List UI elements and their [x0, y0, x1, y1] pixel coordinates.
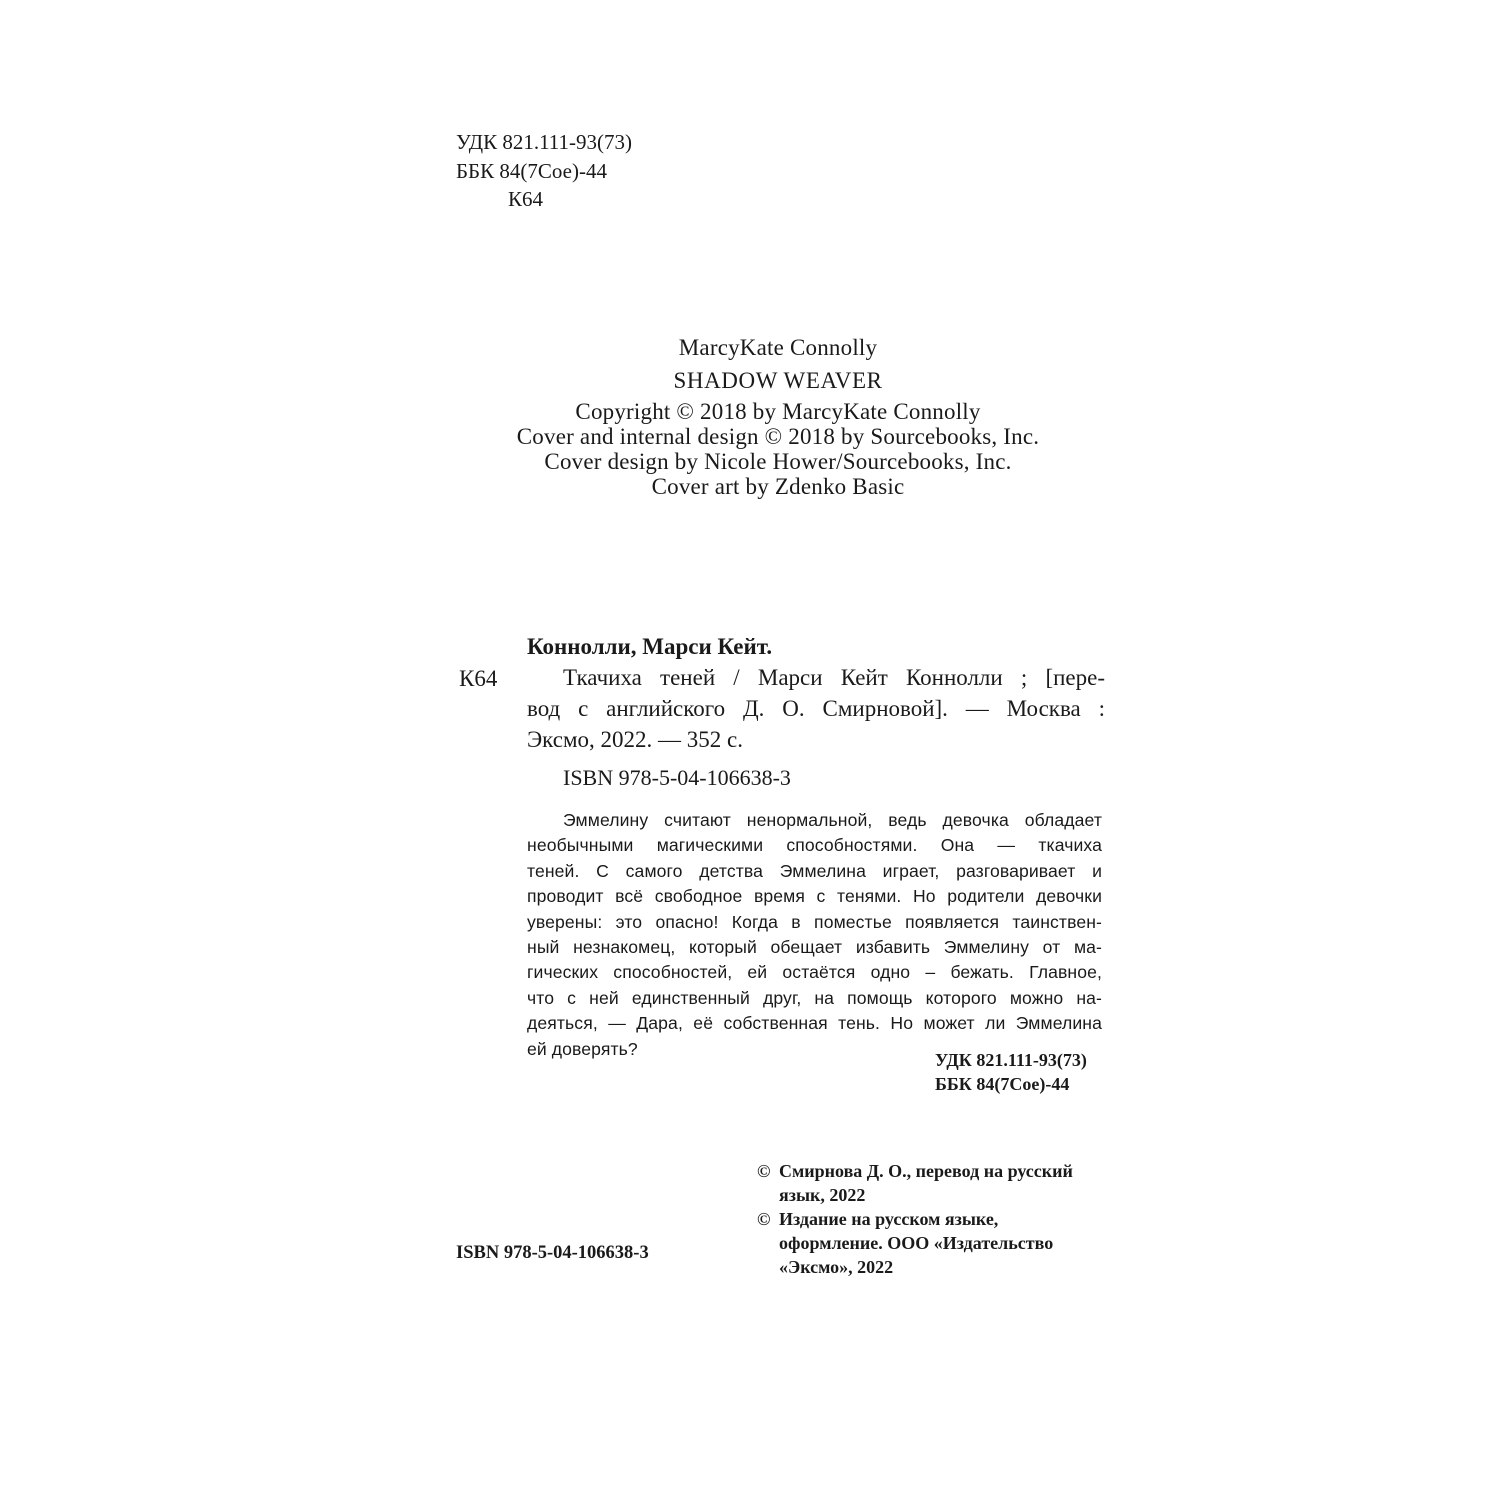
annotation-line: ей доверять?	[527, 1038, 638, 1059]
copyright-line: оформление. ООО «Издательство	[779, 1233, 1054, 1253]
annotation-line: Эммелину считают ненормальной, ведь девочка обладает	[563, 810, 1102, 830]
copyright-line: Смирнова Д. О., перевод на русский	[779, 1161, 1073, 1181]
credit-line: Cover art by Zdenko Basic	[651, 474, 905, 499]
annotation-line: уверены: это опасно! Когда в поместье появляется таинствен-	[527, 911, 1102, 932]
catalog-author-mark: К64	[459, 666, 498, 691]
original-title: SHADOW WEAVER	[673, 368, 883, 393]
annotation-line: ный незнакомец, который обещает избавить Эммелину от ма-	[527, 937, 1102, 958]
annotation-line: теней. С самого детства Эммелина играет, разговаривает и	[527, 860, 1102, 881]
credit-line: Copyright © 2018 by MarcyKate Connolly	[575, 399, 981, 424]
catalog-author-heading: Коннолли, Марси Кейт.	[527, 634, 773, 659]
description-line: Ткачиха теней / Марси Кейт Коннолли ; [пере-	[563, 665, 1105, 690]
annotation-line: необычными магическими способностями. Она — ткачиха	[527, 835, 1102, 856]
copyright-line: Издание на русском языке,	[779, 1209, 999, 1229]
credit-line: Cover and internal design © 2018 by Sourcebooks, Inc.	[516, 424, 1040, 449]
original-credits	[400, 333, 1156, 499]
bbk-code-top: ББК 84(7Сое)-44	[456, 159, 607, 183]
description-line: Эксмо, 2022. — 352 с.	[527, 727, 744, 752]
annotation-line: гических способностей, ей остаётся одно – бежать. Главное,	[527, 962, 1102, 983]
udk-code-top: УДК 821.111-93(73)	[456, 130, 632, 154]
bbk-code: ББК 84(7Сое)-44	[935, 1074, 1070, 1094]
copyright-edition	[757, 1207, 1117, 1279]
isbn-bottom: ISBN 978-5-04-106638-3	[456, 1243, 649, 1263]
copyright-symbol: ©	[757, 1161, 771, 1181]
copyright-line: язык, 2022	[779, 1185, 866, 1205]
copyright-line: «Эксмо», 2022	[779, 1257, 894, 1277]
copyright-symbol: ©	[757, 1209, 771, 1229]
author-mark-top: К64	[508, 187, 544, 211]
annotation-line: деяться, — Дара, её собственная тень. Но может ли Эммелина	[527, 1013, 1102, 1034]
credit-line: Cover design by Nicole Hower/Sourcebooks, Inc.	[544, 449, 1012, 474]
annotation-text	[527, 808, 1102, 1062]
catalog-codes	[935, 1048, 1087, 1096]
udk-code: УДК 821.111-93(73)	[935, 1050, 1087, 1070]
catalog-description	[527, 662, 1105, 755]
annotation-line: что с ней единственный друг, на помощь которого можно на-	[527, 987, 1102, 1008]
description-line: вод с английского Д. О. Смирновой]. — Москва :	[527, 696, 1105, 721]
catalog-isbn: ISBN 978-5-04-106638-3	[563, 765, 791, 790]
original-author: MarcyKate Connolly	[678, 335, 878, 360]
copyright-translation	[757, 1159, 1117, 1207]
annotation-line: проводит всё свободное время с тенями. Но родители девочки	[527, 886, 1102, 907]
russian-copyrights	[757, 1159, 1117, 1279]
